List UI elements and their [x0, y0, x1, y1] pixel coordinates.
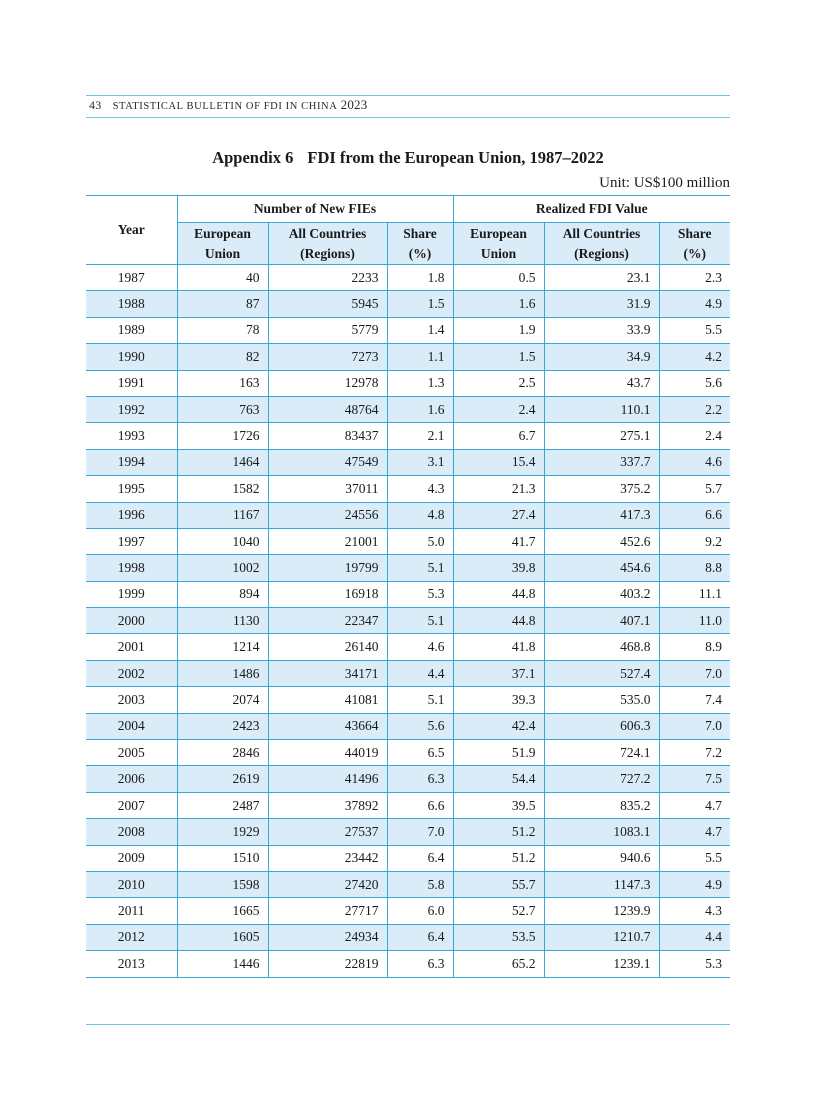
value-cell: 82: [177, 344, 268, 370]
value-cell: 2.4: [659, 423, 730, 449]
value-cell: 44019: [268, 740, 387, 766]
table-row: [86, 423, 730, 449]
value-cell: 41.7: [453, 528, 544, 554]
value-cell: 1147.3: [544, 871, 659, 897]
value-cell: 1582: [177, 476, 268, 502]
year-cell: 2009: [86, 845, 177, 871]
sub-header: European: [177, 223, 268, 245]
value-cell: 37.1: [453, 660, 544, 686]
value-cell: 27717: [268, 898, 387, 924]
value-cell: 24556: [268, 502, 387, 528]
value-cell: 2.2: [659, 396, 730, 422]
table-row: [86, 291, 730, 317]
value-cell: 1239.1: [544, 951, 659, 977]
value-cell: 417.3: [544, 502, 659, 528]
value-cell: 7.4: [659, 687, 730, 713]
year-cell: 1996: [86, 502, 177, 528]
table-row: [86, 370, 730, 396]
value-cell: 48764: [268, 396, 387, 422]
table-row: [86, 634, 730, 660]
value-cell: 65.2: [453, 951, 544, 977]
value-cell: 27420: [268, 871, 387, 897]
value-cell: 1167: [177, 502, 268, 528]
value-cell: 12978: [268, 370, 387, 396]
value-cell: 1.9: [453, 317, 544, 343]
value-cell: 5.7: [659, 476, 730, 502]
value-cell: 40: [177, 265, 268, 291]
value-cell: 52.7: [453, 898, 544, 924]
year-cell: 2001: [86, 634, 177, 660]
value-cell: 2619: [177, 766, 268, 792]
value-cell: 2423: [177, 713, 268, 739]
year-cell: 1999: [86, 581, 177, 607]
value-cell: 87: [177, 291, 268, 317]
value-cell: 2.3: [659, 265, 730, 291]
value-cell: 83437: [268, 423, 387, 449]
value-cell: 6.7: [453, 423, 544, 449]
value-cell: 4.4: [387, 660, 453, 686]
value-cell: 16918: [268, 581, 387, 607]
value-cell: 34.9: [544, 344, 659, 370]
fdi-table: [86, 195, 730, 978]
value-cell: 5.6: [659, 370, 730, 396]
value-cell: 42.4: [453, 713, 544, 739]
value-cell: 9.2: [659, 528, 730, 554]
value-cell: 55.7: [453, 871, 544, 897]
table-row: [86, 608, 730, 634]
value-cell: 78: [177, 317, 268, 343]
year-cell: 2003: [86, 687, 177, 713]
year-cell: 1988: [86, 291, 177, 317]
value-cell: 4.2: [659, 344, 730, 370]
year-cell: 2012: [86, 924, 177, 950]
value-cell: 43.7: [544, 370, 659, 396]
value-cell: 4.8: [387, 502, 453, 528]
value-cell: 110.1: [544, 396, 659, 422]
value-cell: 403.2: [544, 581, 659, 607]
table-row: [86, 819, 730, 845]
value-cell: 1510: [177, 845, 268, 871]
year-cell: 2011: [86, 898, 177, 924]
page-number: 43: [89, 98, 102, 112]
year-cell: 1987: [86, 265, 177, 291]
year-cell: 2008: [86, 819, 177, 845]
value-cell: 7.2: [659, 740, 730, 766]
group-header-new-fies: Number of New FIEs: [177, 196, 453, 223]
value-cell: 23.1: [544, 265, 659, 291]
value-cell: 4.6: [659, 449, 730, 475]
value-cell: 43664: [268, 713, 387, 739]
sub-header: European: [453, 223, 544, 245]
group-header-realized-fdi: Realized FDI Value: [453, 196, 730, 223]
sub-header: All Countries: [268, 223, 387, 245]
value-cell: 606.3: [544, 713, 659, 739]
value-cell: 2846: [177, 740, 268, 766]
value-cell: 7.0: [387, 819, 453, 845]
value-cell: 11.0: [659, 608, 730, 634]
value-cell: 1.4: [387, 317, 453, 343]
value-cell: 7.0: [659, 713, 730, 739]
value-cell: 2.4: [453, 396, 544, 422]
value-cell: 763: [177, 396, 268, 422]
table-row: [86, 502, 730, 528]
value-cell: 5.5: [659, 317, 730, 343]
header-rule-top: [86, 95, 730, 96]
table-row: [86, 951, 730, 977]
value-cell: 54.4: [453, 766, 544, 792]
value-cell: 33.9: [544, 317, 659, 343]
year-cell: 2000: [86, 608, 177, 634]
value-cell: 7.0: [659, 660, 730, 686]
value-cell: 1.5: [453, 344, 544, 370]
value-cell: 7273: [268, 344, 387, 370]
running-header: [89, 97, 367, 113]
table-row: [86, 924, 730, 950]
value-cell: 1598: [177, 871, 268, 897]
table-row: [86, 317, 730, 343]
year-cell: 1995: [86, 476, 177, 502]
value-cell: 6.6: [387, 792, 453, 818]
value-cell: 407.1: [544, 608, 659, 634]
value-cell: 724.1: [544, 740, 659, 766]
value-cell: 940.6: [544, 845, 659, 871]
value-cell: 1083.1: [544, 819, 659, 845]
year-cell: 1992: [86, 396, 177, 422]
value-cell: 1.8: [387, 265, 453, 291]
value-cell: 8.8: [659, 555, 730, 581]
year-cell: 2005: [86, 740, 177, 766]
year-cell: 1991: [86, 370, 177, 396]
value-cell: 21001: [268, 528, 387, 554]
value-cell: 835.2: [544, 792, 659, 818]
value-cell: 1214: [177, 634, 268, 660]
table-row: [86, 476, 730, 502]
value-cell: 21.3: [453, 476, 544, 502]
value-cell: 41.8: [453, 634, 544, 660]
table-row: [86, 871, 730, 897]
value-cell: 5.1: [387, 687, 453, 713]
value-cell: 1130: [177, 608, 268, 634]
sub-header: Union: [453, 244, 544, 265]
year-cell: 1994: [86, 449, 177, 475]
value-cell: 527.4: [544, 660, 659, 686]
value-cell: 8.9: [659, 634, 730, 660]
value-cell: 4.6: [387, 634, 453, 660]
value-cell: 6.3: [387, 951, 453, 977]
value-cell: 4.7: [659, 819, 730, 845]
value-cell: 6.4: [387, 845, 453, 871]
value-cell: 1002: [177, 555, 268, 581]
publication-year: 2023: [340, 97, 368, 112]
value-cell: 894: [177, 581, 268, 607]
value-cell: 2074: [177, 687, 268, 713]
year-cell: 2004: [86, 713, 177, 739]
value-cell: 5.3: [387, 581, 453, 607]
value-cell: 1929: [177, 819, 268, 845]
value-cell: 27537: [268, 819, 387, 845]
year-cell: 1989: [86, 317, 177, 343]
value-cell: 39.5: [453, 792, 544, 818]
table-row: [86, 845, 730, 871]
value-cell: 0.5: [453, 265, 544, 291]
value-cell: 15.4: [453, 449, 544, 475]
table-row: [86, 528, 730, 554]
value-cell: 4.4: [659, 924, 730, 950]
table-row: [86, 766, 730, 792]
value-cell: 1486: [177, 660, 268, 686]
value-cell: 5.5: [659, 845, 730, 871]
value-cell: 4.9: [659, 291, 730, 317]
value-cell: 452.6: [544, 528, 659, 554]
value-cell: 5.1: [387, 608, 453, 634]
year-cell: 2007: [86, 792, 177, 818]
value-cell: 22819: [268, 951, 387, 977]
value-cell: 6.0: [387, 898, 453, 924]
value-cell: 19799: [268, 555, 387, 581]
value-cell: 1464: [177, 449, 268, 475]
year-cell: 2002: [86, 660, 177, 686]
table-title: [86, 148, 730, 168]
value-cell: 4.3: [387, 476, 453, 502]
value-cell: 1726: [177, 423, 268, 449]
value-cell: 37011: [268, 476, 387, 502]
value-cell: 454.6: [544, 555, 659, 581]
value-cell: 4.3: [659, 898, 730, 924]
value-cell: 5779: [268, 317, 387, 343]
sub-header: Share: [387, 223, 453, 245]
value-cell: 2.5: [453, 370, 544, 396]
value-cell: 6.6: [659, 502, 730, 528]
sub-header: (Regions): [544, 244, 659, 265]
value-cell: 53.5: [453, 924, 544, 950]
publication-title: STATISTICAL BULLETIN OF FDI IN CHINA: [112, 101, 338, 112]
table-row: [86, 396, 730, 422]
year-cell: 1998: [86, 555, 177, 581]
table-row: [86, 687, 730, 713]
table-row: [86, 265, 730, 291]
value-cell: 1.5: [387, 291, 453, 317]
footer-rule: [86, 1024, 730, 1025]
value-cell: 5.0: [387, 528, 453, 554]
value-cell: 47549: [268, 449, 387, 475]
value-cell: 26140: [268, 634, 387, 660]
value-cell: 41496: [268, 766, 387, 792]
value-cell: 1.3: [387, 370, 453, 396]
value-cell: 6.5: [387, 740, 453, 766]
year-cell: 1993: [86, 423, 177, 449]
value-cell: 2.1: [387, 423, 453, 449]
table-row: [86, 792, 730, 818]
value-cell: 1.6: [453, 291, 544, 317]
value-cell: 375.2: [544, 476, 659, 502]
sub-header: Union: [177, 244, 268, 265]
value-cell: 5.6: [387, 713, 453, 739]
table-row: [86, 344, 730, 370]
value-cell: 44.8: [453, 608, 544, 634]
sub-header: (%): [387, 244, 453, 265]
value-cell: 2487: [177, 792, 268, 818]
value-cell: 5.8: [387, 871, 453, 897]
value-cell: 5.1: [387, 555, 453, 581]
value-cell: 37892: [268, 792, 387, 818]
value-cell: 39.3: [453, 687, 544, 713]
sub-header: (Regions): [268, 244, 387, 265]
value-cell: 1040: [177, 528, 268, 554]
value-cell: 51.9: [453, 740, 544, 766]
value-cell: 7.5: [659, 766, 730, 792]
value-cell: 275.1: [544, 423, 659, 449]
value-cell: 41081: [268, 687, 387, 713]
value-cell: 6.4: [387, 924, 453, 950]
value-cell: 1605: [177, 924, 268, 950]
value-cell: 39.8: [453, 555, 544, 581]
value-cell: 1665: [177, 898, 268, 924]
year-cell: 2010: [86, 871, 177, 897]
value-cell: 1.6: [387, 396, 453, 422]
value-cell: 44.8: [453, 581, 544, 607]
appendix-title: FDI from the European Union, 1987–2022: [307, 148, 604, 167]
table-row: [86, 555, 730, 581]
sub-header: Share: [659, 223, 730, 245]
table-row: [86, 660, 730, 686]
value-cell: 2233: [268, 265, 387, 291]
sub-header: All Countries: [544, 223, 659, 245]
value-cell: 727.2: [544, 766, 659, 792]
value-cell: 1.1: [387, 344, 453, 370]
value-cell: 337.7: [544, 449, 659, 475]
value-cell: 3.1: [387, 449, 453, 475]
value-cell: 24934: [268, 924, 387, 950]
year-cell: 1990: [86, 344, 177, 370]
value-cell: 163: [177, 370, 268, 396]
value-cell: 468.8: [544, 634, 659, 660]
value-cell: 51.2: [453, 819, 544, 845]
value-cell: 22347: [268, 608, 387, 634]
value-cell: 4.7: [659, 792, 730, 818]
table-row: [86, 713, 730, 739]
value-cell: 31.9: [544, 291, 659, 317]
value-cell: 1446: [177, 951, 268, 977]
table-body: [86, 265, 730, 978]
value-cell: 4.9: [659, 871, 730, 897]
value-cell: 5945: [268, 291, 387, 317]
value-cell: 6.3: [387, 766, 453, 792]
value-cell: 27.4: [453, 502, 544, 528]
year-header: Year: [86, 196, 177, 265]
year-cell: 1997: [86, 528, 177, 554]
value-cell: 5.3: [659, 951, 730, 977]
year-cell: 2006: [86, 766, 177, 792]
value-cell: 11.1: [659, 581, 730, 607]
table-row: [86, 581, 730, 607]
value-cell: 1239.9: [544, 898, 659, 924]
sub-header: (%): [659, 244, 730, 265]
unit-note: Unit: US$100 million: [599, 175, 730, 191]
header-rule-bottom: [86, 117, 730, 118]
year-cell: 2013: [86, 951, 177, 977]
table-row: [86, 740, 730, 766]
value-cell: 34171: [268, 660, 387, 686]
table-row: [86, 898, 730, 924]
value-cell: 51.2: [453, 845, 544, 871]
value-cell: 23442: [268, 845, 387, 871]
appendix-label: Appendix 6: [212, 148, 294, 167]
table-row: [86, 449, 730, 475]
value-cell: 1210.7: [544, 924, 659, 950]
value-cell: 535.0: [544, 687, 659, 713]
